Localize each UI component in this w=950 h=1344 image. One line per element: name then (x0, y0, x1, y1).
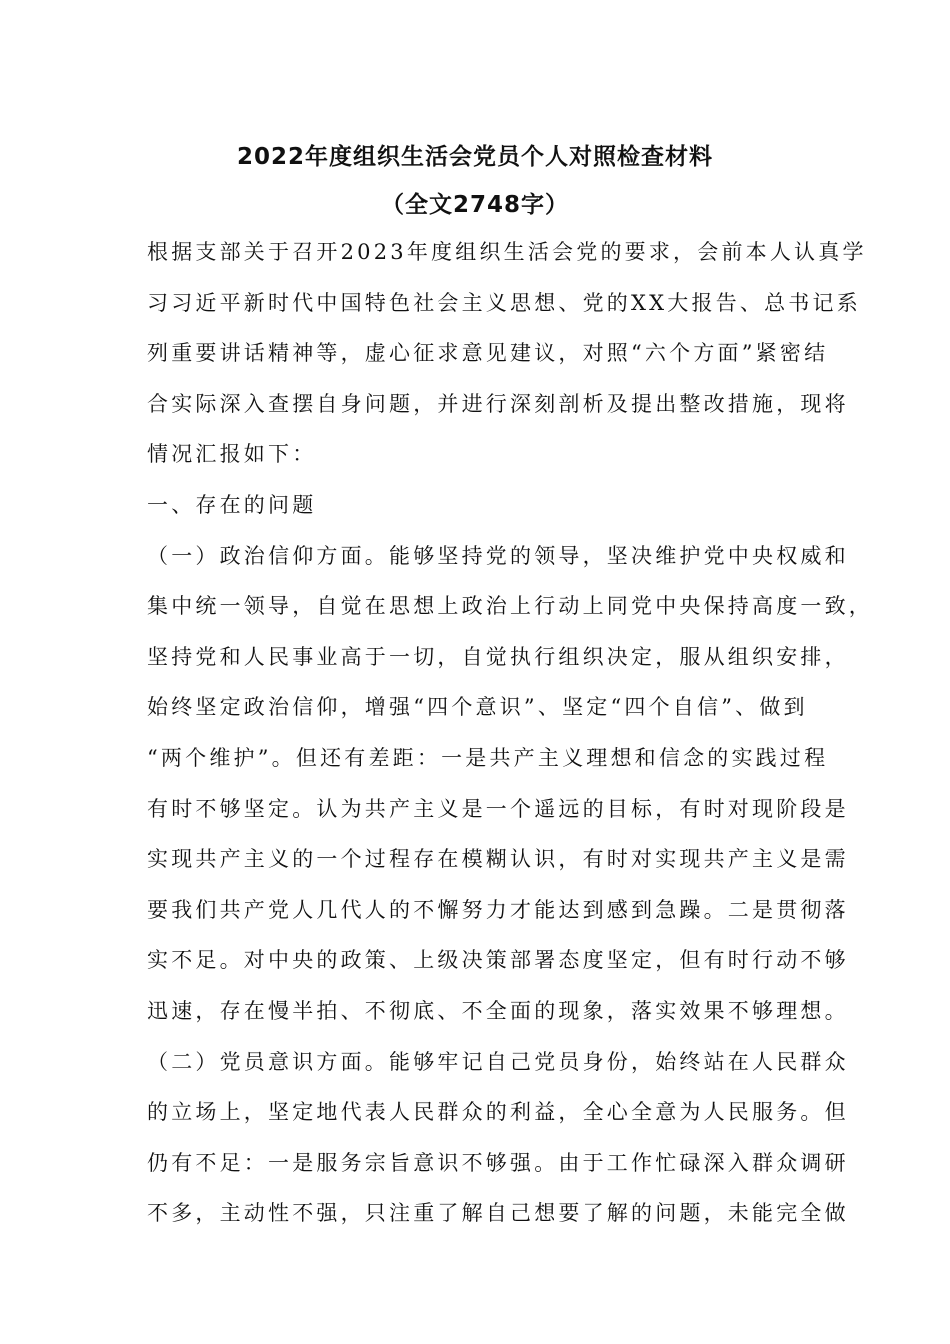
body-line: 迅速，存在慢半拍、不彻底、不全面的现象，落实效果不够理想。 (147, 998, 849, 1023)
body-line: 实现共产主义的一个过程存在模糊认识，有时对实现共产主义是需 (147, 847, 849, 872)
body-line: 根据支部关于召开2023年度组织生活会党的要求，会前本人认真学 (147, 240, 867, 264)
body-line: 习习近平新时代中国特色社会主义思想、党的XX大报告、总书记系 (147, 290, 861, 315)
body-line: 实不足。对中央的政策、上级决策部署态度坚定，但有时行动不够 (147, 948, 849, 973)
section-heading: 一、存在的问题 (147, 492, 317, 517)
body-line: 合实际深入查摆自身问题，并进行深刻剖析及提出整改措施，现将 (147, 391, 849, 416)
body-line: 不多，主动性不强，只注重了解自己想要了解的问题，未能完全做 (147, 1201, 849, 1226)
body-line: 仍有不足：一是服务宗旨意识不够强。由于工作忙碌深入群众调研 (147, 1150, 849, 1175)
body-line: 始终坚定政治信仰，增强“四个意识”、坚定“四个自信”、做到 (147, 695, 808, 720)
document-body (147, 234, 873, 1246)
body-line: 集中统一领导，自觉在思想上政治上行动上同党中央保持高度一致， (147, 594, 873, 619)
body-line: 列重要讲话精神等，虚心征求意见建议，对照“六个方面”紧密结 (147, 341, 829, 366)
body-line: （一）政治信仰方面。能够坚持党的领导，坚决维护党中央权威和 (147, 543, 849, 568)
body-line: 情况汇报如下： (147, 442, 317, 467)
body-line: 要我们共产党人几代人的不懈努力才能达到感到急躁。二是贯彻落 (147, 897, 849, 922)
body-line: 坚持党和人民事业高于一切，自觉执行组织决定，服从组织安排， (147, 644, 849, 669)
document-subtitle: （全文2748字） (380, 192, 569, 218)
document-title: 2022年度组织生活会党员个人对照检查材料 (236, 144, 713, 170)
body-line: （二）党员意识方面。能够牢记自己党员身份，始终站在人民群众 (147, 1049, 849, 1074)
body-line: “两个维护”。但还有差距：一是共产主义理想和信念的实践过程 (147, 745, 829, 770)
body-line: 的立场上，坚定地代表人民群众的利益，全心全意为人民服务。但 (147, 1100, 849, 1125)
body-line: 有时不够坚定。认为共产主义是一个遥远的目标，有时对现阶段是 (147, 796, 849, 821)
